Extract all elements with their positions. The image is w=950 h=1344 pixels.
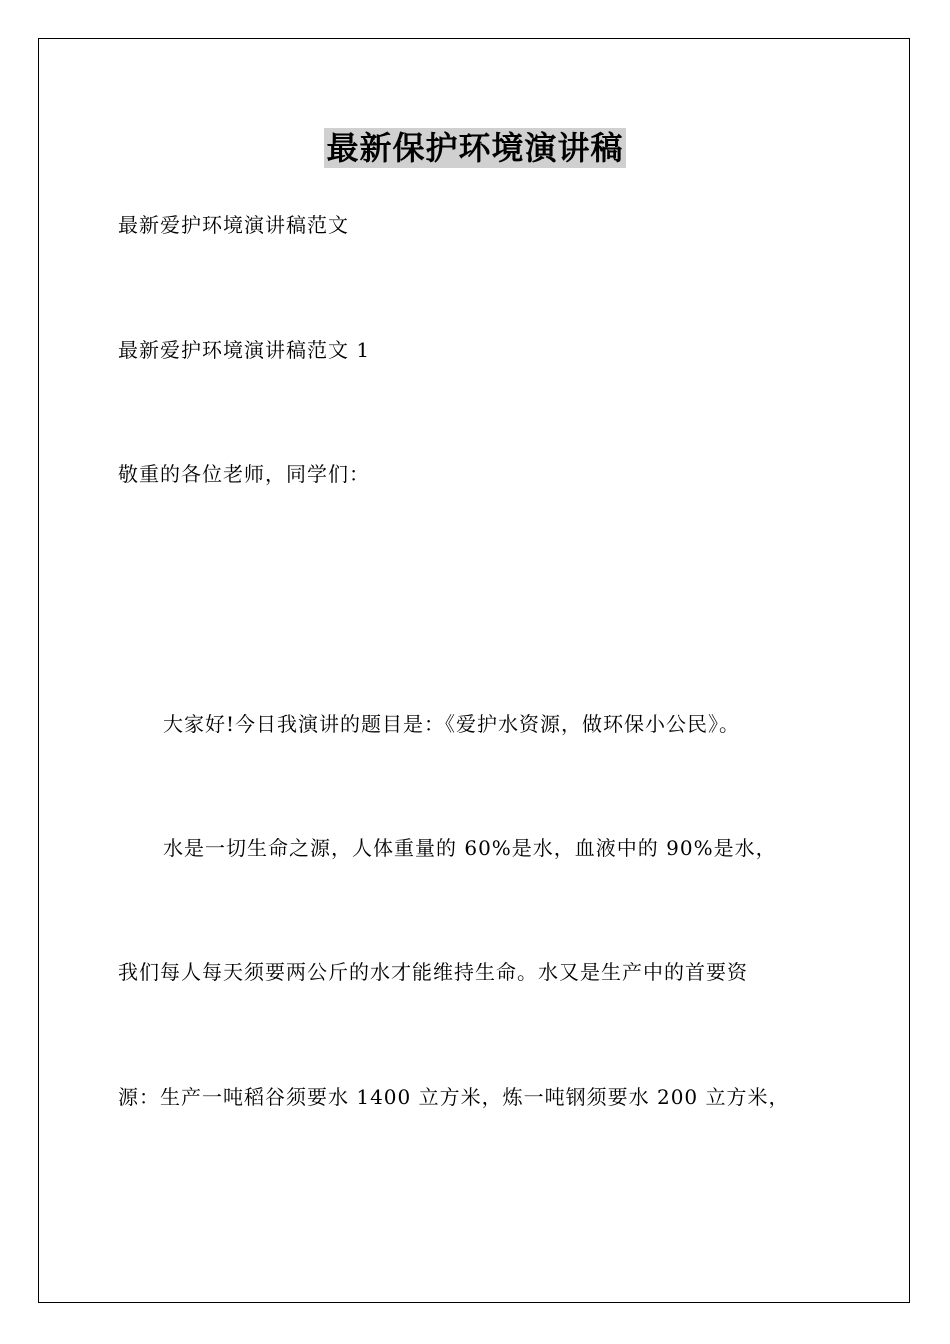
salutation: 敬重的各位老师，同学们： [118,462,370,486]
title-container [0,128,950,168]
document-subtitle: 最新爱护环境演讲稿范文 [118,213,349,237]
section-heading: 最新爱护环境演讲稿范文 1 [118,338,371,362]
paragraph-line: 我们每人每天须要两公斤的水才能维持生命。水又是生产中的首要资 [118,960,748,984]
paragraph-line: 大家好!今日我演讲的题目是：《爱护水资源，做环保小公民》。 [163,712,741,736]
paragraph-line: 源：生产一吨稻谷须要水 1400 立方米，炼一吨钢须要水 200 立方米， [118,1085,790,1109]
paragraph-line: 水是一切生命之源，人体重量的 60%是水，血液中的 90%是水， [163,836,777,860]
document-title: 最新保护环境演讲稿 [326,129,624,167]
